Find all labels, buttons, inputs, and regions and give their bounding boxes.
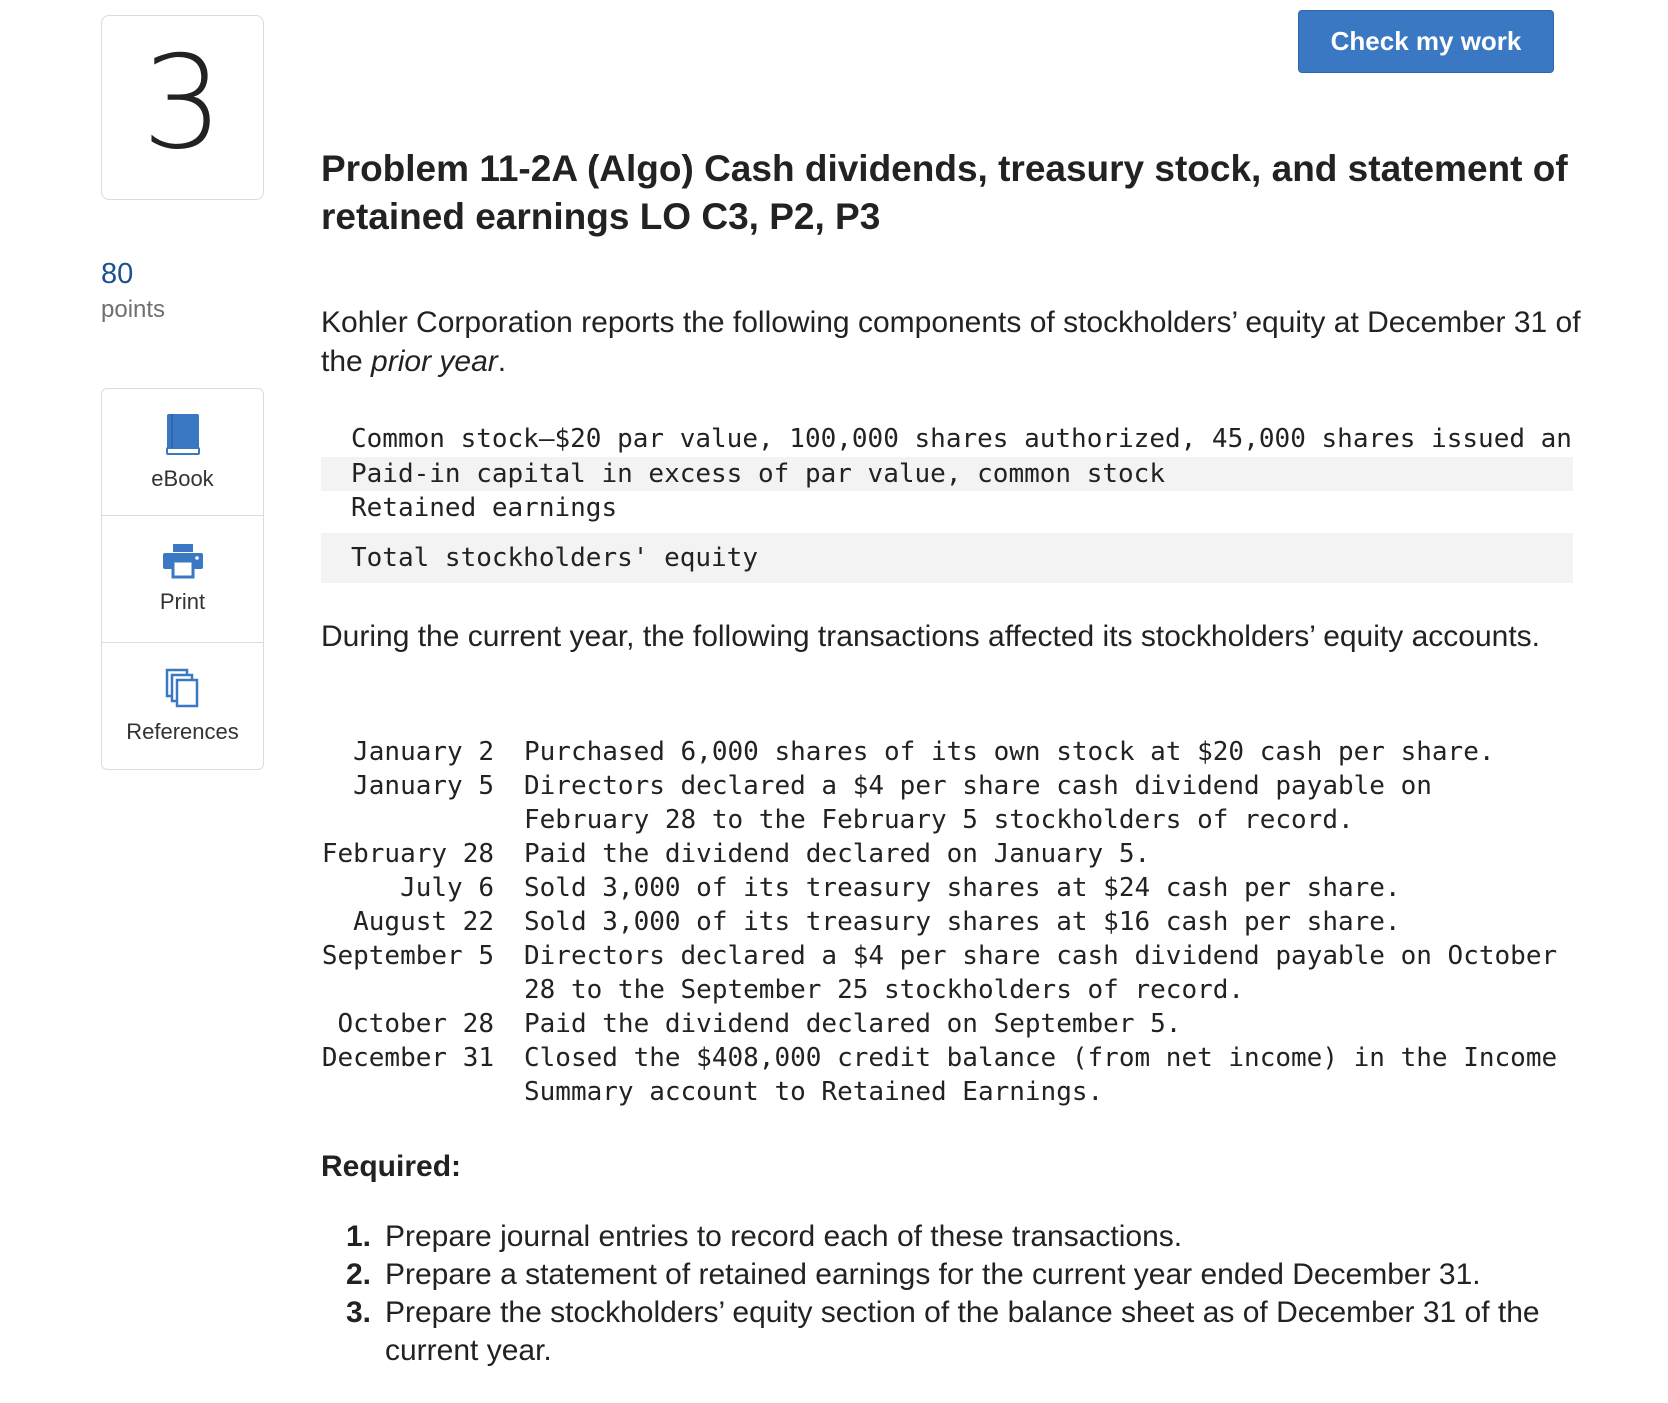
- print-label: Print: [159, 589, 206, 614]
- required-item-text: Prepare a statement of retained earnings for the current year ended December 31.: [385, 1258, 1481, 1291]
- transaction-description: Sold 3,000 of its treasury shares at $24 cash per share.: [524, 873, 1401, 903]
- transaction-description: Closed the $408,000 credit balance (from net income) in the Income Summary account to Retained Earnings.: [524, 1043, 1558, 1107]
- transaction-date: January 2: [353, 737, 494, 767]
- required-item-text: Prepare the stockholders’ equity section of the balance sheet as of December 31 of the current year.: [385, 1296, 1540, 1367]
- transaction-date: February 28: [321, 839, 494, 869]
- points-label: points: [101, 296, 166, 323]
- transaction-row: [321, 769, 1571, 837]
- transaction-date: October 28: [337, 1009, 494, 1039]
- transactions-intro: During the current year, the following transactions affected its stockholders’ equity accounts.: [321, 620, 1540, 653]
- intro-text: Kohler Corporation reports the following components of stockholders’ equity at December 31 of the: [321, 306, 1581, 378]
- intro-end: .: [497, 345, 507, 378]
- required-list: [321, 1218, 1581, 1370]
- ebook-button[interactable]: [102, 389, 263, 516]
- transaction-description: Directors declared a $4 per share cash dividend payable on February 28 to the February 5 stockholders of record.: [524, 771, 1432, 835]
- required-item-number: 1.: [345, 1220, 371, 1253]
- transaction-row: [321, 871, 1571, 905]
- transaction-date: January 5: [353, 771, 494, 801]
- intro-emphasis: prior year: [371, 345, 498, 378]
- problem-title: Problem 11-2A (Algo) Cash dividends, treasury stock, and statement of retained earnings LO C3, P2, P3: [321, 148, 1568, 237]
- transaction-description: Paid the dividend declared on January 5.: [524, 839, 1151, 869]
- points-value: 80: [101, 258, 134, 290]
- copy-documents-icon: [164, 667, 202, 709]
- check-my-work-button[interactable]: Check my work: [1298, 10, 1554, 73]
- transaction-description: Paid the dividend declared on September 5.: [524, 1009, 1182, 1039]
- transaction-row: [321, 735, 1571, 769]
- transaction-date: September 5: [321, 941, 494, 971]
- printer-icon: [161, 543, 205, 579]
- required-item-number: 3.: [345, 1296, 371, 1329]
- ebook-label: eBook: [151, 466, 214, 491]
- required-item: [321, 1256, 1581, 1294]
- transaction-description: Directors declared a $4 per share cash dividend payable on October 28 to the September 25 stockholders of record.: [524, 941, 1558, 1005]
- question-number: 3: [141, 28, 224, 178]
- transaction-description: Purchased 6,000 shares of its own stock at $20 cash per share.: [524, 737, 1495, 767]
- transaction-date: July 6: [400, 873, 494, 903]
- equity-row-common-stock: Common stock—$20 par value, 100,000 shares authorized, 45,000 shares issued an: [351, 424, 1572, 454]
- transaction-row: [321, 1007, 1571, 1041]
- equity-row-paid-in-capital: Paid-in capital in excess of par value, common stock: [321, 457, 1573, 491]
- transaction-row: [321, 1041, 1571, 1109]
- references-label: References: [126, 719, 239, 744]
- equity-row-retained-earnings: Retained earnings: [351, 493, 618, 523]
- transaction-row: [321, 939, 1571, 1007]
- print-button[interactable]: [102, 516, 263, 643]
- intro-paragraph: [321, 303, 1581, 381]
- book-icon: [163, 412, 203, 456]
- transaction-date: December 31: [321, 1043, 494, 1073]
- transaction-row: [321, 837, 1571, 871]
- question-number-box: [101, 15, 264, 200]
- required-item-text: Prepare journal entries to record each of these transactions.: [385, 1220, 1183, 1253]
- required-item-number: 2.: [345, 1258, 371, 1291]
- transactions-table: [321, 735, 1571, 1109]
- required-heading: Required:: [321, 1150, 462, 1183]
- transaction-row: [321, 905, 1571, 939]
- transaction-description: Sold 3,000 of its treasury shares at $16 cash per share.: [524, 907, 1401, 937]
- required-item: [321, 1218, 1581, 1256]
- transaction-date: August 22: [353, 907, 494, 937]
- references-button[interactable]: [102, 643, 263, 769]
- required-item: [321, 1294, 1581, 1370]
- equity-table: [321, 421, 1573, 583]
- tools-panel: [101, 388, 264, 770]
- equity-row-total: Total stockholders' equity: [321, 533, 1573, 583]
- equity-table-gap: [321, 525, 1573, 533]
